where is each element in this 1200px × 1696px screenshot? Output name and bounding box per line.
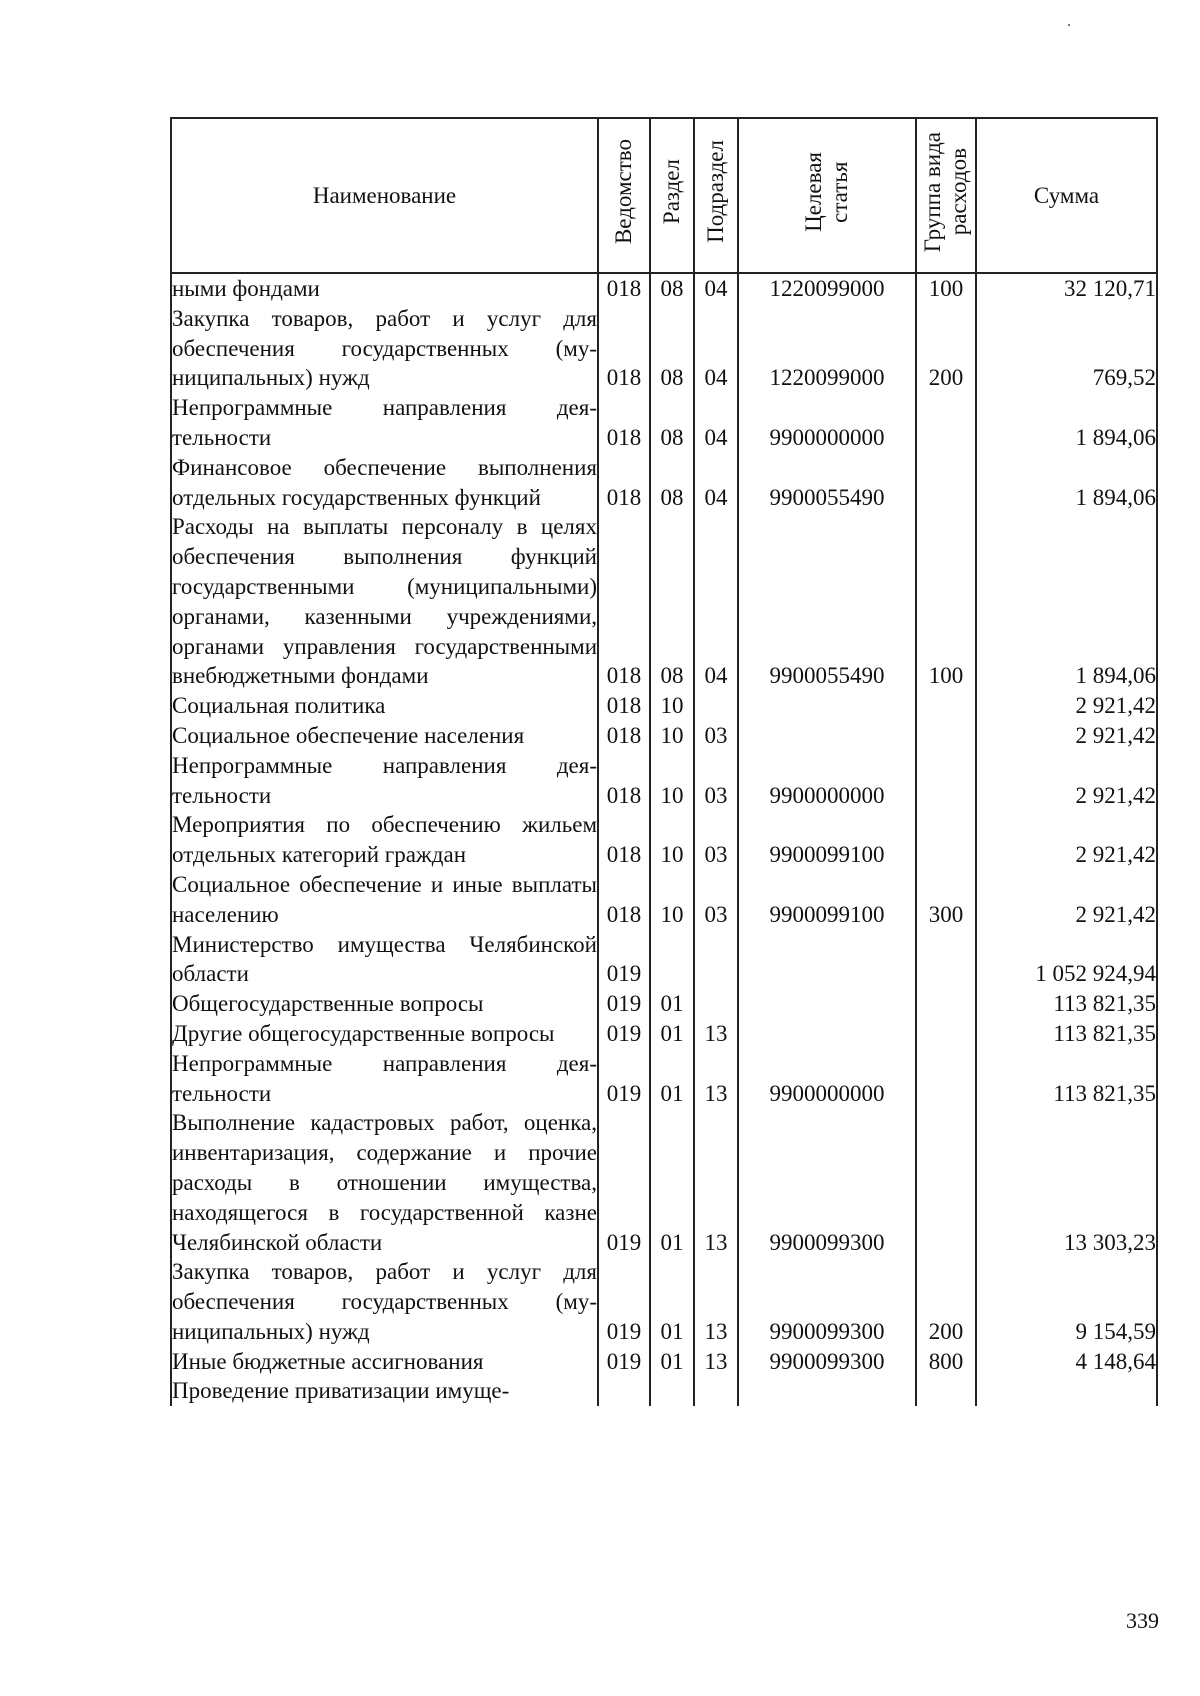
cell-target (738, 1376, 916, 1406)
cell-dept: 019 (598, 1347, 650, 1377)
cell-section: 01 (650, 1108, 694, 1257)
cell-subsection: 03 (694, 721, 738, 751)
cell-name: Социальная политика (171, 691, 598, 721)
cell-target: 9900055490 (738, 453, 916, 513)
cell-group (916, 453, 976, 513)
cell-section: 10 (650, 810, 694, 870)
cell-subsection: 04 (694, 453, 738, 513)
cell-target (738, 989, 916, 1019)
header-name: Наименование (171, 118, 598, 273)
cell-subsection: 04 (694, 512, 738, 691)
cell-section: 01 (650, 1049, 694, 1109)
table-body (171, 273, 1157, 1406)
cell-target: 9900055490 (738, 512, 916, 691)
cell-dept: 018 (598, 691, 650, 721)
cell-sum: 113 821,35 (976, 1019, 1157, 1049)
cell-subsection: 03 (694, 810, 738, 870)
page-number: 339 (1126, 1608, 1159, 1633)
cell-group: 200 (916, 304, 976, 393)
cell-sum: 2 921,42 (976, 751, 1157, 811)
cell-group (916, 1108, 976, 1257)
cell-name: Непрограммные направления деятельности (171, 393, 598, 453)
cell-section: 08 (650, 273, 694, 304)
table-row (171, 453, 1157, 513)
cell-target: 9900000000 (738, 751, 916, 811)
cell-sum: 769,52 (976, 304, 1157, 393)
cell-dept (598, 1376, 650, 1406)
cell-target: 9900099100 (738, 870, 916, 930)
cell-group (916, 393, 976, 453)
table-row (171, 393, 1157, 453)
header-row (171, 118, 1157, 273)
cell-target: 9900000000 (738, 393, 916, 453)
header-subsection: Подраздел (694, 118, 738, 273)
cell-sum: 1 894,06 (976, 512, 1157, 691)
cell-target: 9900099100 (738, 810, 916, 870)
cell-name: Общегосударственные вопросы (171, 989, 598, 1019)
cell-dept: 018 (598, 810, 650, 870)
header-dept: Ведомство (598, 118, 650, 273)
cell-dept: 018 (598, 453, 650, 513)
cell-subsection (694, 691, 738, 721)
cell-name: Социальное обеспечение населения (171, 721, 598, 751)
cell-subsection (694, 1376, 738, 1406)
cell-group (916, 721, 976, 751)
table-row (171, 512, 1157, 691)
cell-name: Финансовое обеспечение выполнения отдельных государственных функций (171, 453, 598, 513)
cell-dept: 018 (598, 721, 650, 751)
cell-dept: 018 (598, 304, 650, 393)
cell-sum: 2 921,42 (976, 721, 1157, 751)
cell-subsection: 03 (694, 751, 738, 811)
table-row (171, 1347, 1157, 1377)
cell-name: Расходы на выплаты персоналу в целях обеспечения выполнения функций государственными (муниципальными) органами, казенными учреждениями, органами управления государственными внебюджетными фондами (171, 512, 598, 691)
cell-group: 100 (916, 273, 976, 304)
table-row (171, 1108, 1157, 1257)
cell-section: 10 (650, 870, 694, 930)
cell-group: 100 (916, 512, 976, 691)
cell-group (916, 930, 976, 990)
cell-name: Непрограммные направления деятельности (171, 1049, 598, 1109)
cell-sum (976, 1376, 1157, 1406)
table-row (171, 721, 1157, 751)
cell-group (916, 989, 976, 1019)
cell-target: 1220099000 (738, 273, 916, 304)
cell-dept: 019 (598, 989, 650, 1019)
header-target: Целевая статья (738, 118, 916, 273)
cell-name: Закупка товаров, работ и услуг для обеспечения государственных (муниципальных) нужд (171, 1257, 598, 1346)
table-row (171, 1019, 1157, 1049)
cell-section (650, 930, 694, 990)
cell-dept: 019 (598, 1019, 650, 1049)
cell-subsection (694, 989, 738, 1019)
cell-sum: 113 821,35 (976, 989, 1157, 1019)
cell-section: 08 (650, 304, 694, 393)
cell-section: 10 (650, 751, 694, 811)
cell-section: 08 (650, 453, 694, 513)
header-sum: Сумма (976, 118, 1157, 273)
cell-group: 800 (916, 1347, 976, 1377)
cell-target: 9900000000 (738, 1049, 916, 1109)
cell-target (738, 721, 916, 751)
cell-sum: 1 894,06 (976, 393, 1157, 453)
cell-name: Мероприятия по обеспечению жильем отдельных категорий граждан (171, 810, 598, 870)
cell-subsection: 04 (694, 304, 738, 393)
cell-target: 9900099300 (738, 1257, 916, 1346)
cell-name: Непрограммные направления деятельности (171, 751, 598, 811)
table-row (171, 691, 1157, 721)
cell-group (916, 1019, 976, 1049)
cell-target (738, 1019, 916, 1049)
cell-section (650, 1376, 694, 1406)
cell-sum: 2 921,42 (976, 810, 1157, 870)
cell-target: 9900099300 (738, 1347, 916, 1377)
cell-dept: 018 (598, 393, 650, 453)
cell-group (916, 691, 976, 721)
cell-dept: 018 (598, 870, 650, 930)
table-row (171, 870, 1157, 930)
cell-sum: 9 154,59 (976, 1257, 1157, 1346)
cell-section: 10 (650, 721, 694, 751)
cell-subsection: 13 (694, 1019, 738, 1049)
cell-name: Другие общегосударственные вопросы (171, 1019, 598, 1049)
cell-sum: 113 821,35 (976, 1049, 1157, 1109)
header-section: Раздел (650, 118, 694, 273)
cell-section: 08 (650, 512, 694, 691)
cell-subsection: 13 (694, 1347, 738, 1377)
table-row (171, 1376, 1157, 1406)
table-row (171, 989, 1157, 1019)
cell-section: 01 (650, 1347, 694, 1377)
cell-section: 08 (650, 393, 694, 453)
cell-group (916, 1376, 976, 1406)
cell-subsection: 04 (694, 393, 738, 453)
cell-name: Министерство имущества Челябинской области (171, 930, 598, 990)
cell-subsection: 03 (694, 870, 738, 930)
cell-sum: 13 303,23 (976, 1108, 1157, 1257)
cell-dept: 018 (598, 751, 650, 811)
header-group: Группа вида расходов (916, 118, 976, 273)
table-row (171, 1049, 1157, 1109)
cell-group: 300 (916, 870, 976, 930)
cell-dept: 019 (598, 1108, 650, 1257)
cell-dept: 019 (598, 1049, 650, 1109)
cell-sum: 1 894,06 (976, 453, 1157, 513)
table-row (171, 1257, 1157, 1346)
cell-section: 01 (650, 989, 694, 1019)
cell-sum: 2 921,42 (976, 691, 1157, 721)
cell-name: Социальное обеспечение и иные выплаты населению (171, 870, 598, 930)
cell-dept: 019 (598, 1257, 650, 1346)
cell-section: 01 (650, 1257, 694, 1346)
cell-subsection: 04 (694, 273, 738, 304)
cell-name: Иные бюджетные ассигнования (171, 1347, 598, 1377)
cell-sum: 1 052 924,94 (976, 930, 1157, 990)
cell-dept: 019 (598, 930, 650, 990)
cell-subsection: 13 (694, 1257, 738, 1346)
table-row (171, 930, 1157, 990)
budget-table (170, 117, 1158, 1406)
cell-sum: 2 921,42 (976, 870, 1157, 930)
table-row (171, 304, 1157, 393)
cell-name: ными фондами (171, 273, 598, 304)
cell-subsection (694, 930, 738, 990)
cell-group: 200 (916, 1257, 976, 1346)
scan-artifact (1068, 24, 1070, 26)
cell-dept: 018 (598, 512, 650, 691)
cell-subsection: 13 (694, 1049, 738, 1109)
cell-group (916, 751, 976, 811)
cell-group (916, 1049, 976, 1109)
table-row (171, 751, 1157, 811)
cell-target (738, 691, 916, 721)
cell-name: Выполнение кадастровых работ, оценка, инвентаризация, содержание и прочие расходы в отношении имущества, находящегося в государственной казне Челябинской области (171, 1108, 598, 1257)
cell-target: 9900099300 (738, 1108, 916, 1257)
cell-section: 01 (650, 1019, 694, 1049)
cell-target: 1220099000 (738, 304, 916, 393)
cell-name: Закупка товаров, работ и услуг для обеспечения государственных (муниципальных) нужд (171, 304, 598, 393)
cell-section: 10 (650, 691, 694, 721)
cell-target (738, 930, 916, 990)
cell-sum: 32 120,71 (976, 273, 1157, 304)
cell-group (916, 810, 976, 870)
table-row (171, 810, 1157, 870)
cell-subsection: 13 (694, 1108, 738, 1257)
table-row (171, 273, 1157, 304)
cell-name: Проведение приватизации имуще- (171, 1376, 598, 1406)
cell-dept: 018 (598, 273, 650, 304)
cell-sum: 4 148,64 (976, 1347, 1157, 1377)
